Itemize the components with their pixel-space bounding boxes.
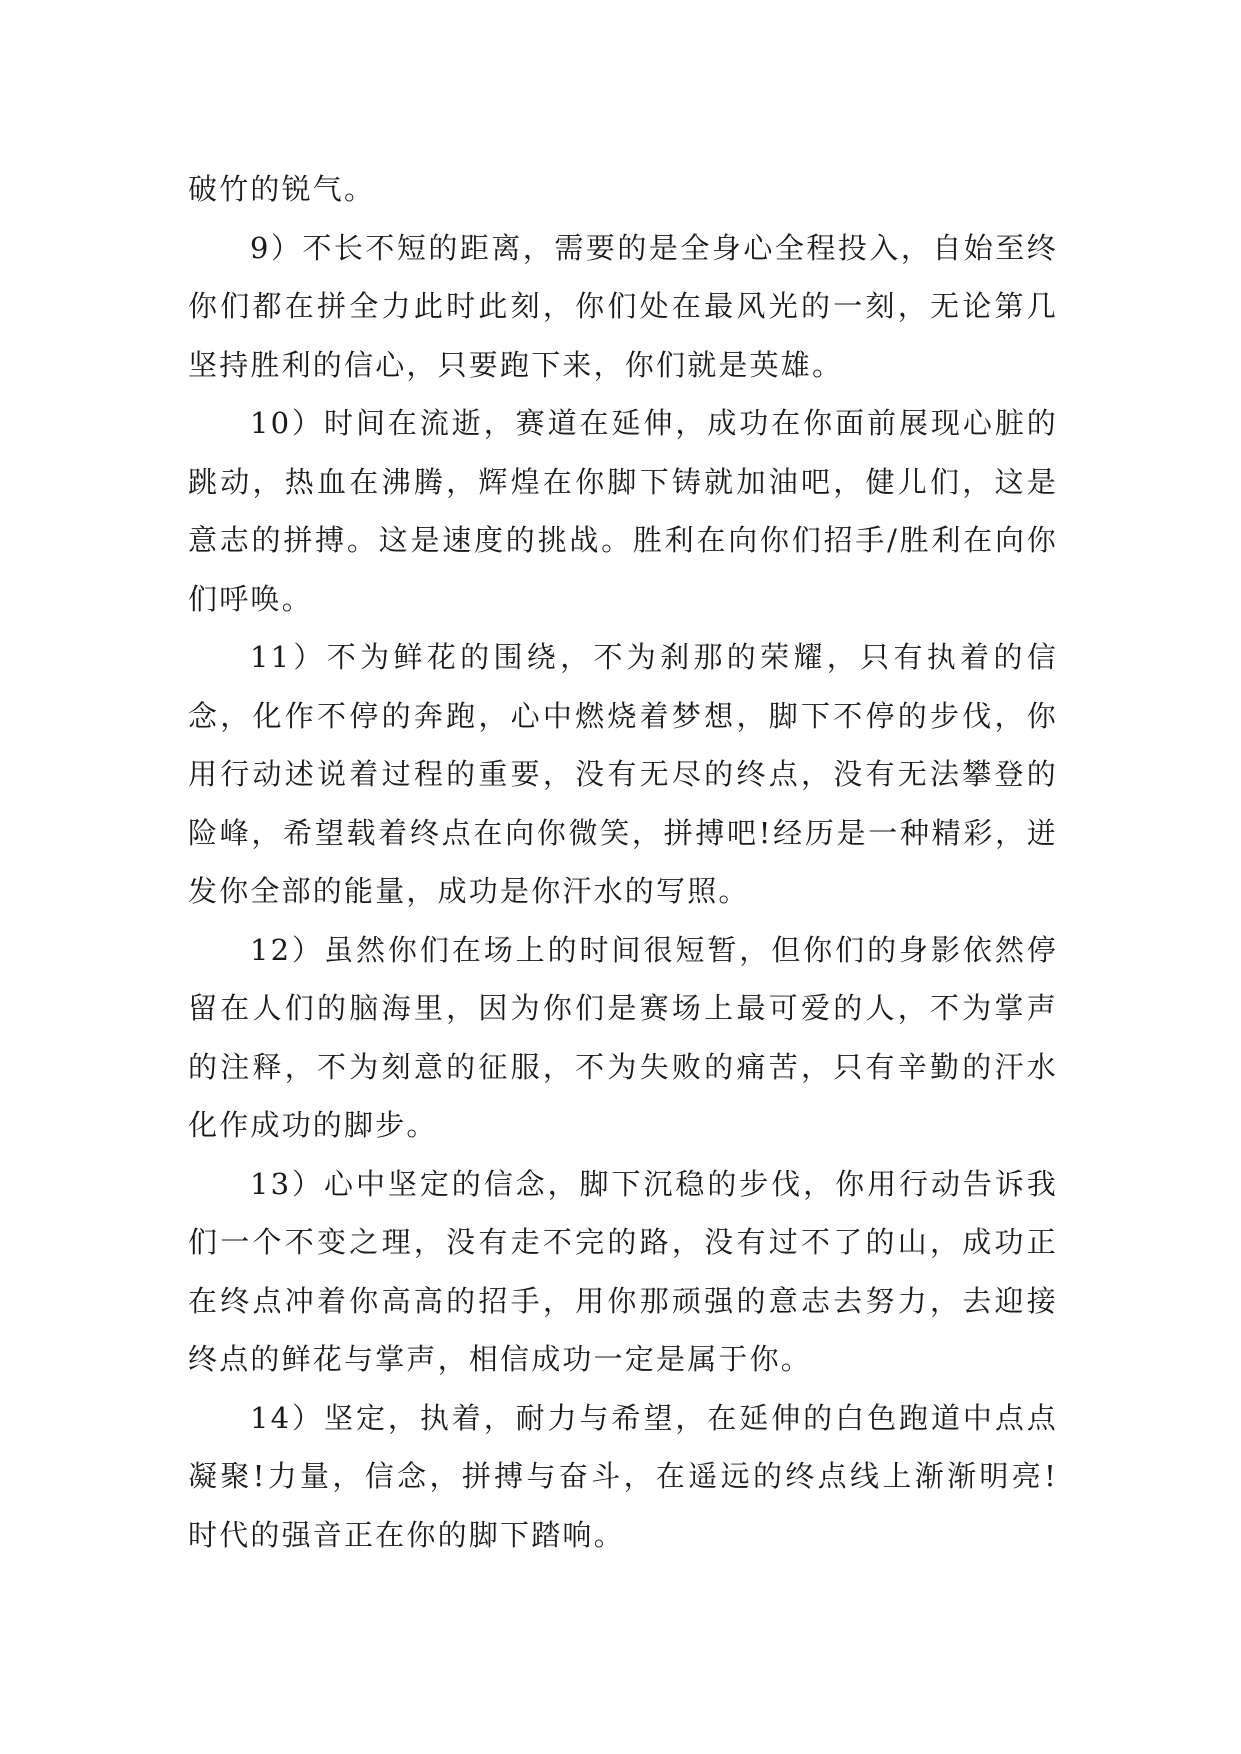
paragraph-item-11: 11）不为鲜花的围绕，不为刹那的荣耀，只有执着的信念，化作不停的奔跑，心中燃烧着梦想，脚下不停的步伐，你用行动述说着过程的重要，没有无尽的终点，没有无法攀登的险峰，希望载着终点在向你微笑，拼搏吧!经历是一种精彩，迸发你全部的能量，成功是你汗水的写照。 [188, 640, 1058, 908]
paragraph-item-10: 10）时间在流逝，赛道在延伸，成功在你面前展现心脏的跳动，热血在沸腾，辉煌在你脚下铸就加油吧，健儿们，这是意志的拼搏。这是速度的挑战。胜利在向你们招手/胜利在向你们呼唤。 [188, 406, 1058, 616]
paragraph-item-14: 14）坚定，执着，耐力与希望，在延伸的白色跑道中点点凝聚!力量，信念，拼搏与奋斗，在遥远的终点线上渐渐明亮!时代的强音正在你的脚下踏响。 [188, 1400, 1058, 1552]
document-body [188, 160, 1058, 1564]
paragraph-item-13: 13）心中坚定的信念，脚下沉稳的步伐，你用行动告诉我们一个不变之理，没有走不完的路，没有过不了的山，成功正在终点冲着你高高的招手，用你那顽强的意志去努力，去迎接终点的鲜花与掌声，相信成功一定是属于你。 [188, 1166, 1058, 1376]
paragraph-continuation: 破竹的锐气。 [188, 172, 376, 206]
paragraph-item-9: 9）不长不短的距离，需要的是全身心全程投入，自始至终你们都在拼全力此时此刻，你们处在最风光的一刻，无论第几坚持胜利的信心，只要跑下来，你们就是英雄。 [188, 230, 1058, 382]
paragraph-item-12: 12）虽然你们在场上的时间很短暂，但你们的身影依然停留在人们的脑海里，因为你们是赛场上最可爱的人，不为掌声的注释，不为刻意的征服，不为失败的痛苦，只有辛勤的汗水化作成功的脚步。 [188, 932, 1058, 1142]
